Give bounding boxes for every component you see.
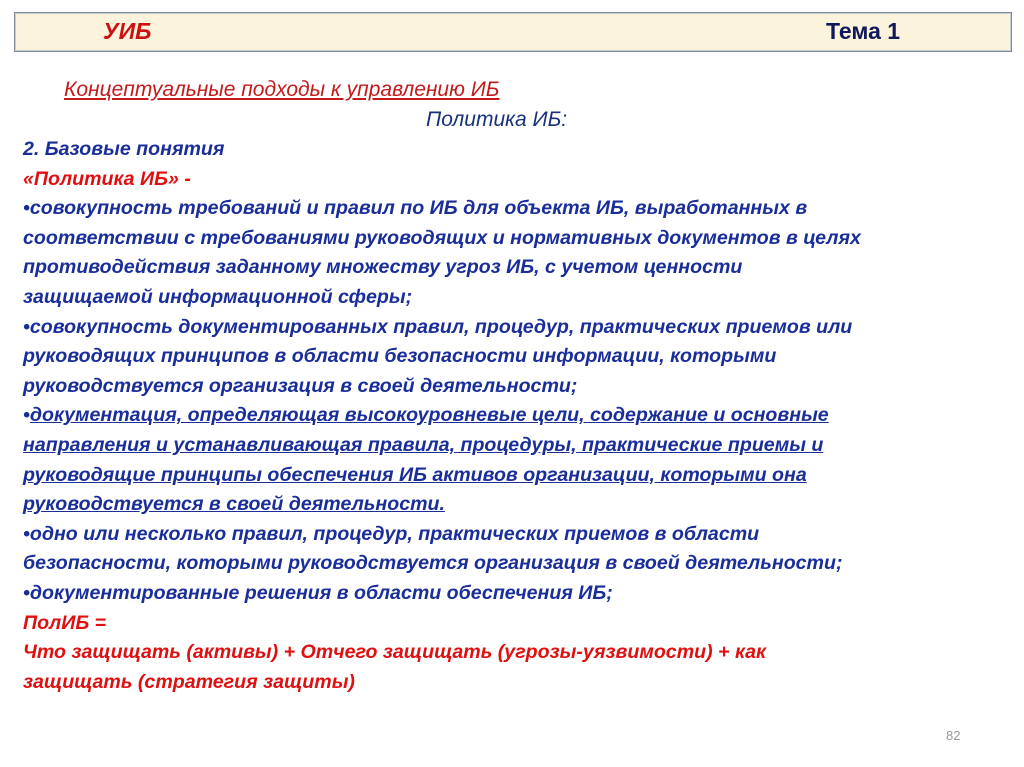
definition-3-line <box>23 401 1008 431</box>
page-subtitle: Политика ИБ: <box>426 108 568 131</box>
definition-1-line: соответствии с требованиями руководящих и нормативных документов в целях <box>23 226 861 249</box>
definition-1-line: защищаемой информационной сферы; <box>23 285 413 308</box>
definition-4-line: безопасности, которыми руководствуется организация в своей деятельности; <box>23 552 843 575</box>
term-heading: «Политика ИБ» - <box>23 167 191 190</box>
formula-line: Что защищать (активы) + Отчего защищать (угрозы-уязвимости) + как <box>23 641 766 664</box>
definition-5-line: •документированные решения в области обеспечения ИБ; <box>23 581 613 604</box>
page-title: Концептуальные подходы к управлению ИБ <box>64 78 500 101</box>
definition-3-line: руководящие принципы обеспечения ИБ активов организации, которыми она <box>23 463 807 486</box>
definition-3-line: направления и устанавливающая правила, процедуры, практические приемы и <box>23 433 824 456</box>
bullet: • <box>23 404 30 427</box>
content-body <box>23 135 1008 697</box>
formula-label: ПолИБ = <box>23 611 107 634</box>
definition-2-line: руководящих принципов в области безопасности информации, которыми <box>23 345 777 368</box>
section-heading: 2. Базовые понятия <box>23 138 225 160</box>
definition-3-line: руководствуется в своей деятельности. <box>23 493 445 516</box>
header-topic-title: Тема 1 <box>826 18 901 44</box>
definition-2-line: •совокупность документированных правил, процедур, практических приемов или <box>23 315 853 338</box>
definition-1-line: противодействия заданному множеству угроз ИБ, с учетом ценности <box>23 256 743 279</box>
definition-4-line: •одно или несколько правил, процедур, практических приемов в области <box>23 522 760 545</box>
page-number: 82 <box>946 728 961 743</box>
definition-3-text: документация, определяющая высокоуровневые цели, содержание и основные <box>29 404 829 427</box>
header-course-title: УИБ <box>103 18 152 44</box>
formula-line: защищать (стратегия защиты) <box>23 670 355 693</box>
definition-2-line: руководствуется организация в своей деятельности; <box>23 374 578 397</box>
definition-1-line: •совокупность требований и правил по ИБ для объекта ИБ, выработанных в <box>23 197 808 220</box>
